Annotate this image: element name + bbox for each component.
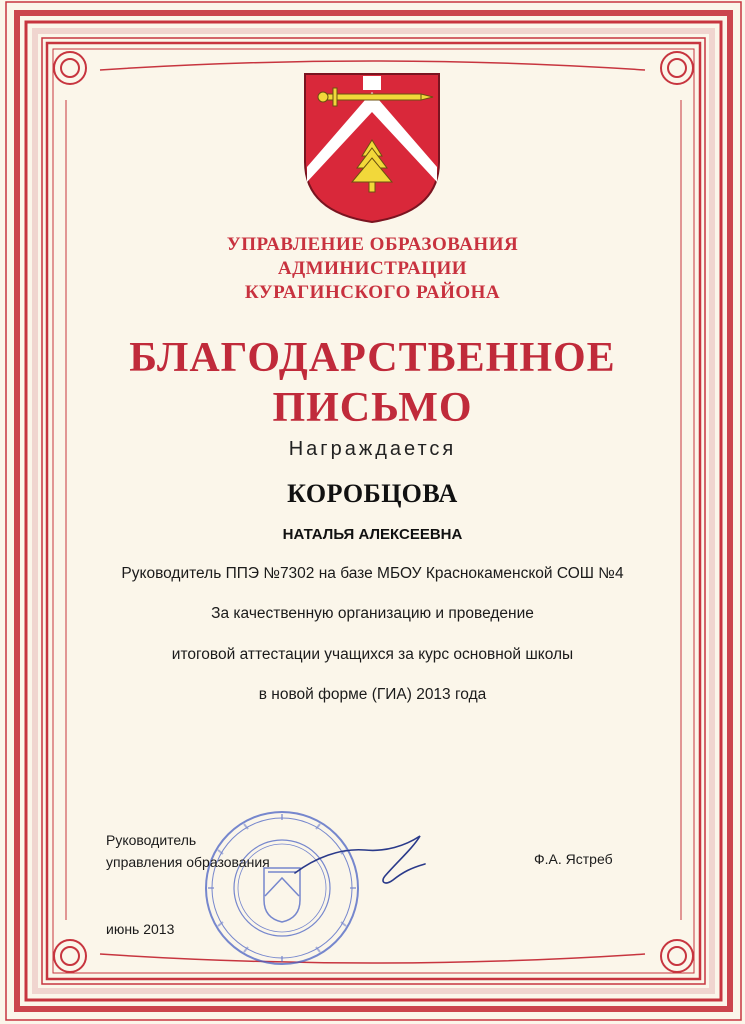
handwritten-signature bbox=[285, 828, 435, 898]
coat-of-arms-emblem bbox=[303, 72, 441, 224]
organization-line-1: УПРАВЛЕНИЕ ОБРАЗОВАНИЯ bbox=[226, 234, 519, 255]
document-title-line-1: БЛАГОДАРСТВЕННОЕ bbox=[129, 335, 616, 381]
document-title-line-2: ПИСЬМО bbox=[272, 385, 473, 431]
awarded-label: Награждается bbox=[288, 438, 457, 460]
signer-name: Ф.А. Ястреб bbox=[534, 851, 613, 867]
recipient-surname: КОРОБЦОВА bbox=[287, 479, 458, 508]
body-line-4: в новой форме (ГИА) 2013 года bbox=[258, 686, 487, 703]
body-line-2: За качественную организацию и проведение bbox=[211, 605, 534, 622]
body-line-1: Руководитель ППЭ №7302 на базе МБОУ Краснокаменской СОШ №4 bbox=[121, 565, 624, 582]
organization-line-3: КУРАГИНСКОГО РАЙОНА bbox=[244, 282, 501, 303]
recipient-name: НАТАЛЬЯ АЛЕКСЕЕВНА bbox=[282, 526, 463, 543]
issue-date: июнь 2013 bbox=[106, 921, 175, 937]
body-line-3: итоговой аттестации учащихся за курс основной школы bbox=[171, 646, 574, 663]
organization-line-2: АДМИНИСТРАЦИИ bbox=[277, 258, 468, 279]
signer-position-line-1: Руководитель bbox=[106, 832, 197, 848]
signer-position-line-2: управления образования bbox=[106, 854, 270, 870]
